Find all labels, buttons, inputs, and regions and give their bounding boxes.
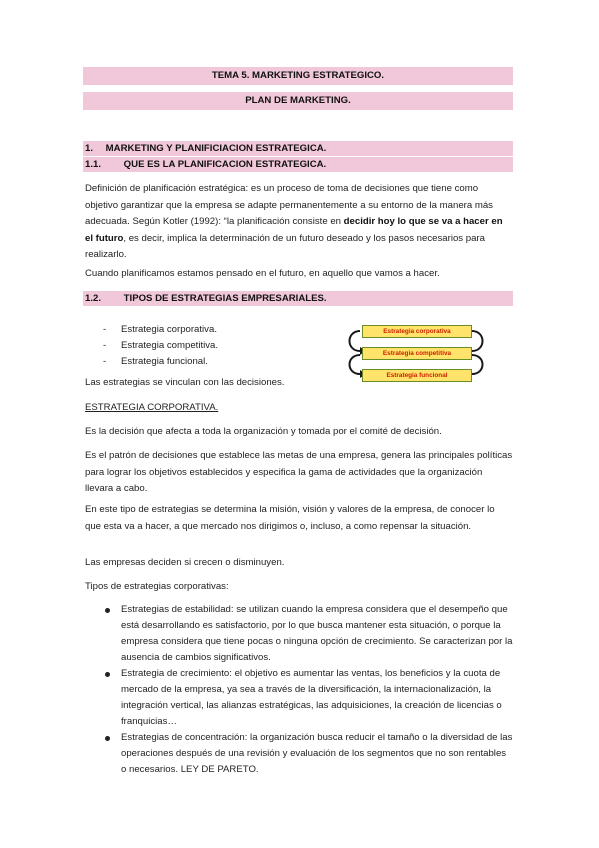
document-title: TEMA 5. MARKETING ESTRATEGICO. (211, 70, 385, 81)
right-arrow-icon (472, 331, 483, 351)
list-item-text: Estrategias de estabilidad: se utilizan cuando la empresa considera que el desempeño que está desarrollando es satisfactorio, por lo que busca mantener esta situación, o porque la empresa considera que tiene pocas o ninguna opción de crecimiento. Se caracterizan por la ausencia de cambios significativos. (121, 604, 513, 663)
list-item (103, 602, 513, 666)
corporate-strategy-heading: ESTRATEGIA CORPORATIVA. (85, 402, 219, 413)
corporate-types-list (103, 602, 513, 778)
corporate-types-intro: Tipos de estrategias corporativas: (85, 581, 229, 592)
bullet-dot-icon (105, 736, 110, 741)
list-item (103, 730, 513, 778)
diagram-box-funcional: Estrategia funcional (362, 369, 472, 382)
corporate-paragraph-4: Las empresas deciden si crecen o disminuyen. (85, 557, 285, 568)
corporate-paragraph-3: En este tipo de estrategias se determina la misión, visión y valores de la empresa, de conocer lo que esta va a hacer, a que mercado nos dirigimos o, incluso, a como repensar la situación. (85, 504, 495, 532)
section-1-1-heading (83, 157, 513, 172)
definition-text-a: Definición de planificación estratégica: es un proceso de toma de decisiones que tiene como objetivo garantizar que la empresa se adapte permanentemente a su entorno de la manera más adecuada. Según Kotler (1992): “la planificación consiste en (85, 183, 493, 227)
section-1-2-label: TIPOS DE ESTRATEGIAS EMPRESARIALES. (123, 293, 327, 304)
left-lower-arrow-icon (350, 355, 361, 374)
document-subtitle: PLAN DE MARKETING. (245, 95, 351, 106)
section-1-2-heading (83, 291, 513, 306)
section-1-heading (83, 141, 513, 156)
vinculan-paragraph: Las estrategias se vinculan con las decisiones. (85, 377, 285, 388)
right-lower-arrow-icon (472, 355, 483, 374)
list-item-text: Estrategia corporativa. (121, 324, 217, 335)
corporate-paragraph-1: Es la decisión que afecta a toda la organización y tomada por el comité de decisión. (85, 426, 442, 437)
list-item-text: Estrategia de crecimiento: el objetivo es aumentar las ventas, los beneficios y la cuota de mercado de la empresa, ya sea a través de la diversificación, la internacionalización, la integración vertical, las alianzas estratégicas, las adquisiciones, la creación de licencias o franquicias… (121, 668, 502, 727)
section-1-1-label: QUE ES LA PLANIFICACION ESTRATEGICA. (123, 159, 327, 170)
bullet-dot-icon (105, 672, 110, 677)
diagram-box-competitiva: Estrategia competitiva (362, 347, 472, 360)
dash-marker: - (103, 340, 107, 351)
definition-bold: decidir hoy lo que se va a hacer en el futuro (85, 216, 503, 244)
list-item-text: Estrategia funcional. (121, 356, 208, 367)
corporate-paragraph-2: Es el patrón de decisiones que establece las metas de una empresa, genera las principales políticas para lograr los objetivos establecidos y especifica la gama de actividades que la organización llevara a cabo. (85, 450, 513, 494)
future-paragraph: Cuando planificamos estamos pensado en el futuro, en aquello que vamos a hacer. (85, 268, 440, 279)
definition-paragraph (85, 181, 513, 264)
bullet-dot-icon (105, 608, 110, 613)
left-arrow-icon (350, 331, 361, 351)
dash-marker: - (103, 324, 107, 335)
diagram-box-corporativa: Estrategia corporativa (362, 325, 472, 338)
section-1-1-number: 1.1. (85, 159, 102, 170)
list-item (103, 666, 513, 730)
list-item-text: Estrategias de concentración: la organización busca reducir el tamaño o la diversidad de las operaciones después de una revisión y evaluación de los segmentos que no son rentables o necesarios. LEY DE PARETO. (121, 732, 513, 775)
section-1-number: 1. (85, 143, 94, 154)
title-band (83, 67, 513, 85)
definition-text-c: , es decir, implica la determinación de un futuro deseado y los pasos necesarios para realizarlo. (85, 232, 485, 260)
subtitle-band (83, 92, 513, 110)
list-item-text: Estrategia competitiva. (121, 340, 219, 351)
dash-marker: - (103, 356, 107, 367)
section-1-label: MARKETING Y PLANIFICIACION ESTRATEGICA. (105, 143, 327, 154)
section-1-2-number: 1.2. (85, 293, 102, 304)
